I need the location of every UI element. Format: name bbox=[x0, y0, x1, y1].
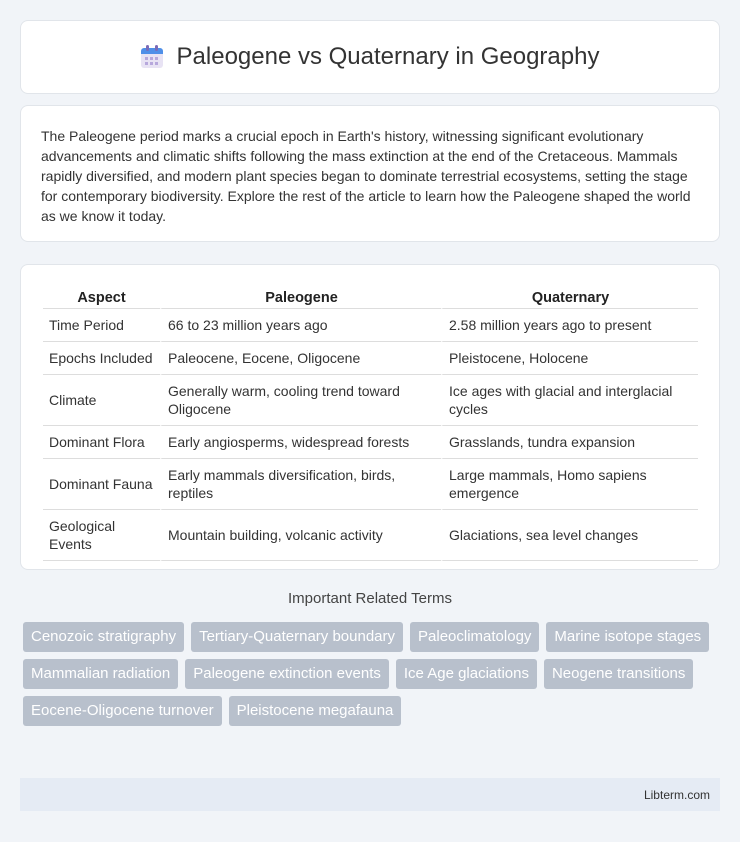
cell-paleogene: 66 to 23 million years ago bbox=[160, 309, 441, 342]
table-row bbox=[43, 426, 698, 459]
tag-paleoclimatology[interactable]: Paleoclimatology bbox=[410, 622, 539, 652]
cell-paleogene: Paleocene, Eocene, Oligocene bbox=[160, 342, 441, 375]
related-terms-list bbox=[23, 622, 723, 726]
cell-quaternary: Ice ages with glacial and interglacial cycles bbox=[441, 375, 698, 426]
cell-aspect: Time Period bbox=[43, 309, 160, 342]
cell-aspect: Climate bbox=[43, 375, 160, 426]
table-row bbox=[43, 510, 698, 561]
footer-site-link[interactable]: Libterm.com bbox=[643, 787, 710, 802]
tag-neogene-transitions[interactable]: Neogene transitions bbox=[544, 659, 693, 689]
calendar-icon bbox=[141, 45, 163, 69]
cell-quaternary: Grasslands, tundra expansion bbox=[441, 426, 698, 459]
cell-quaternary: Pleistocene, Holocene bbox=[441, 342, 698, 375]
related-terms-heading: Important Related Terms bbox=[288, 590, 452, 607]
cell-aspect: Dominant Flora bbox=[43, 426, 160, 459]
tag-marine-isotope-stages[interactable]: Marine isotope stages bbox=[546, 622, 709, 652]
header-quaternary: Quaternary bbox=[441, 287, 698, 309]
cell-aspect: Epochs Included bbox=[43, 342, 160, 375]
intro-text: The Paleogene period marks a crucial epoch in Earth's history, witnessing significant evolutionary advancements and climatic shifts following the mass extinction at the end of the Cretaceous. Mammals rapidly diversified, and modern plant species began to dominate terrestrial ecosystems, setting the stage for contemporary biodiversity. Explore the rest of the article to learn how the Paleogene shaped the world as we know it today. bbox=[41, 128, 691, 224]
page-title: Paleogene vs Quaternary in Geography bbox=[176, 43, 600, 70]
title-card bbox=[20, 20, 720, 94]
cell-aspect: Dominant Fauna bbox=[43, 459, 160, 510]
tag-tertiary-quaternary-boundary[interactable]: Tertiary-Quaternary boundary bbox=[191, 622, 403, 652]
table-row bbox=[43, 309, 698, 342]
header-aspect: Aspect bbox=[43, 287, 160, 309]
cell-quaternary: Glaciations, sea level changes bbox=[441, 510, 698, 561]
footer bbox=[20, 778, 720, 811]
tag-paleogene-extinction-events[interactable]: Paleogene extinction events bbox=[185, 659, 389, 689]
cell-paleogene: Early mammals diversification, birds, reptiles bbox=[160, 459, 441, 510]
cell-aspect: Geological Events bbox=[43, 510, 160, 561]
tag-ice-age-glaciations[interactable]: Ice Age glaciations bbox=[396, 659, 537, 689]
tag-pleistocene-megafauna[interactable]: Pleistocene megafauna bbox=[229, 696, 402, 726]
tag-eocene-oligocene-turnover[interactable]: Eocene-Oligocene turnover bbox=[23, 696, 222, 726]
intro-card bbox=[20, 105, 720, 242]
tag-mammalian-radiation[interactable]: Mammalian radiation bbox=[23, 659, 178, 689]
header-paleogene: Paleogene bbox=[160, 287, 441, 309]
table-row bbox=[43, 375, 698, 426]
cell-quaternary: Large mammals, Homo sapiens emergence bbox=[441, 459, 698, 510]
comparison-table bbox=[43, 287, 698, 561]
cell-quaternary: 2.58 million years ago to present bbox=[441, 309, 698, 342]
cell-paleogene: Mountain building, volcanic activity bbox=[160, 510, 441, 561]
table-row bbox=[43, 342, 698, 375]
comparison-card bbox=[20, 264, 720, 570]
cell-paleogene: Generally warm, cooling trend toward Oligocene bbox=[160, 375, 441, 426]
table-row bbox=[43, 459, 698, 510]
table-header-row bbox=[43, 287, 698, 309]
cell-paleogene: Early angiosperms, widespread forests bbox=[160, 426, 441, 459]
tag-cenozoic-stratigraphy[interactable]: Cenozoic stratigraphy bbox=[23, 622, 184, 652]
